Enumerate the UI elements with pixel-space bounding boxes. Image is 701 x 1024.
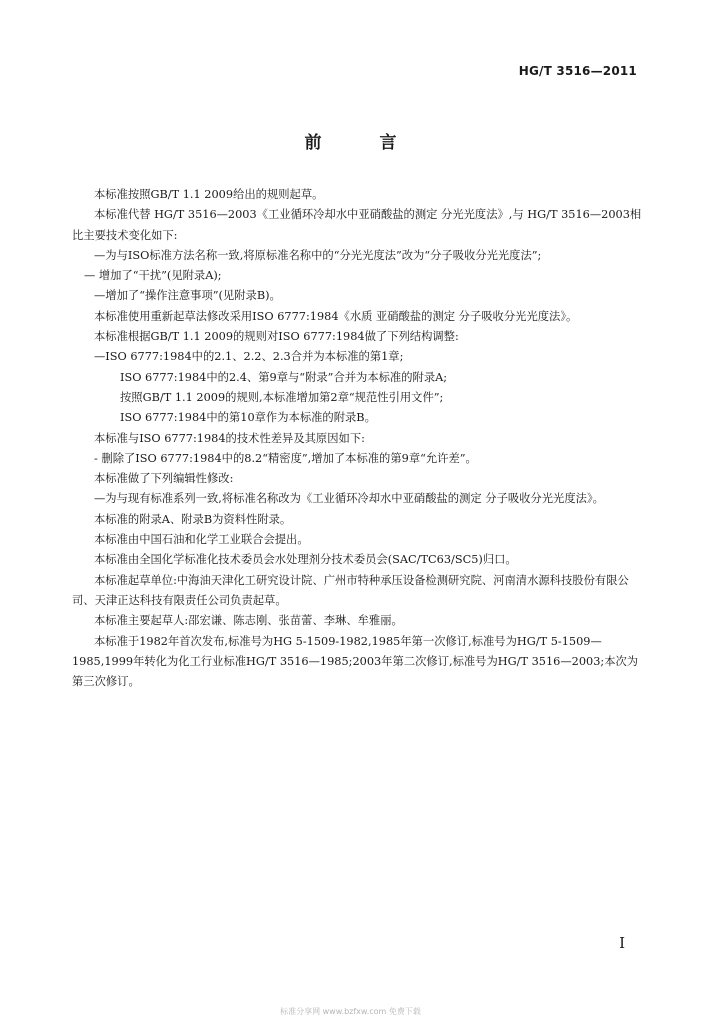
page-title: 前 言 — [304, 133, 423, 153]
standard-code: HG/T 3516—2011 — [518, 64, 637, 78]
paragraph: —为与现有标准系列一致,将标准名称改为《工业循环冷却水中亚硝酸盐的测定 分子吸收分光光度法》。 — [94, 492, 604, 506]
paragraph: 本标准由中国石油和化学工业联合会提出。 — [94, 533, 309, 547]
paragraph: ISO 6777:1984中的2.4、第9章与“附录”合并为本标准的附录A; — [120, 370, 448, 384]
paragraph: 本标准根据GB/T 1.1 2009的规则对ISO 6777:1984做了下列结构调整: — [94, 330, 459, 344]
paragraph: —为与ISO标准方法名称一致,将原标准名称中的“分光光度法”改为“分子吸收分光光度法”; — [94, 248, 542, 262]
paragraph: 本标准使用重新起草法修改采用ISO 6777:1984《水质 亚硝酸盐的测定 分子吸收分光光度法》。 — [94, 309, 578, 323]
paragraph: —ISO 6777:1984中的2.1、2.2、2.3合并为本标准的第1章; — [94, 350, 404, 364]
paragraph: 本标准做了下列编辑性修改: — [94, 472, 234, 486]
paragraph: 本标准代替 HG/T 3516—2003《工业循环冷却水中亚硝酸盐的测定 分光光度法》,与 HG/T 3516—2003相比主要技术变化如下: — [72, 208, 642, 242]
paragraph: - 删除了ISO 6777:1984中的8.2“精密度”,增加了本标准的第9章“允许差”。 — [94, 451, 477, 465]
paragraph: 本标准由全国化学标准化技术委员会水处理剂分技术委员会(SAC/TC63/SC5)归口。 — [94, 553, 517, 567]
paragraph: 本标准按照GB/T 1.1 2009给出的规则起草。 — [94, 188, 324, 201]
watermark: 标准分享网 www.bzfxw.com 免费下载 — [280, 1007, 421, 1016]
paragraph: —增加了“操作注意事项”(见附录B)。 — [94, 289, 281, 303]
paragraph: 本标准主要起草人:邵宏谦、陈志刚、张苗蕾、李琳、牟雅丽。 — [94, 614, 403, 628]
paragraph: 本标准与ISO 6777:1984的技术性差异及其原因如下: — [94, 431, 365, 445]
foreword-body — [72, 185, 642, 692]
paragraph: 本标准起草单位:中海油天津化工研究设计院、广州市特种承压设备检测研究院、河南清水源科技股份有限公司、天津正达科技有限责任公司负责起草。 — [72, 573, 629, 607]
page-number: I — [619, 934, 625, 952]
paragraph: 本标准的附录A、附录B为资料性附录。 — [94, 512, 292, 526]
paragraph: — 增加了“干扰”(见附录A); — [84, 269, 222, 283]
paragraph: 按照GB/T 1.1 2009的规则,本标准增加第2章“规范性引用文件”; — [120, 390, 444, 404]
paragraph: ISO 6777:1984中的第10章作为本标准的附录B。 — [120, 411, 376, 425]
paragraph: 本标准于1982年首次发布,标准号为HG 5-1509-1982,1985年第一次修订,标准号为HG/T 5-1509—1985,1999年转化为化工行业标准HG/T 3516—1985;2003年第二次修订,标准号为HG/T 3516—2003;本次为第三次修订。 — [72, 634, 639, 689]
